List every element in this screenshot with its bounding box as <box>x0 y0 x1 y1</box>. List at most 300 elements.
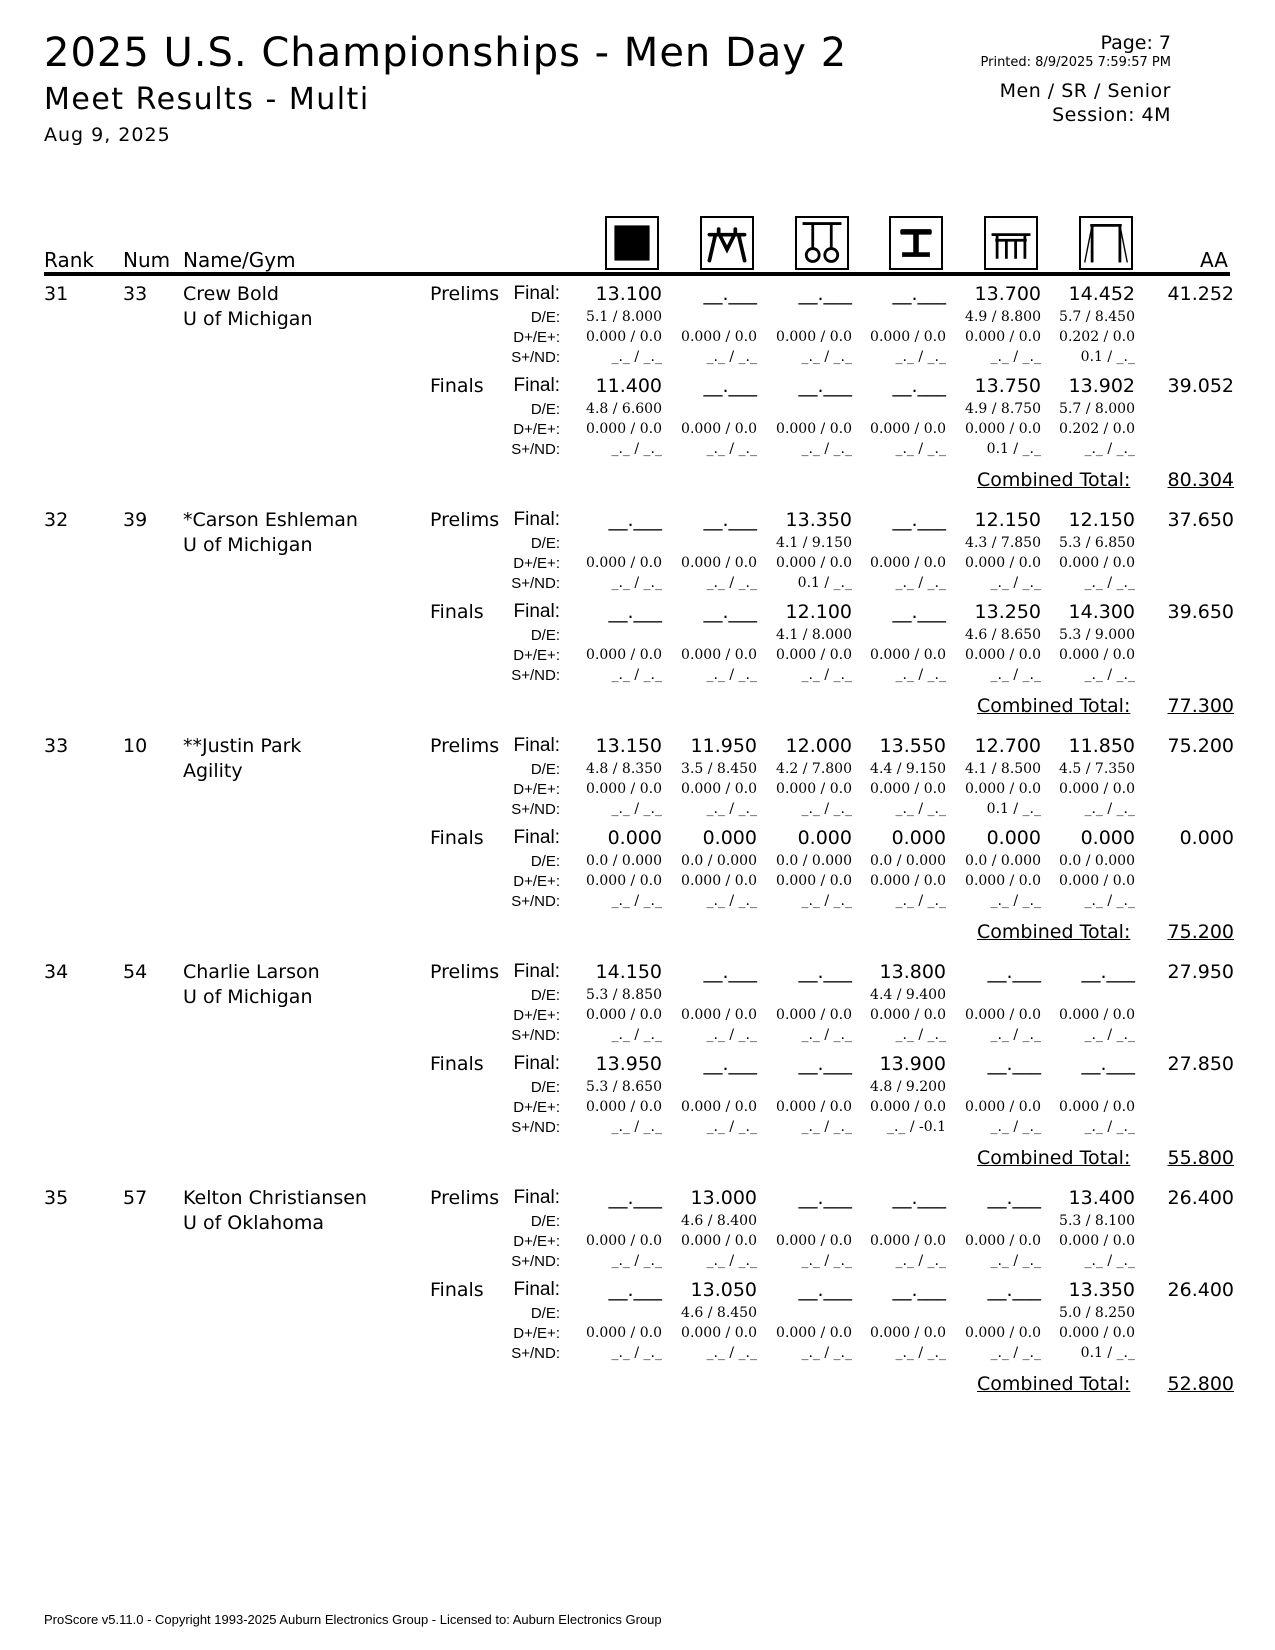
high-bar-icon <box>1079 216 1133 270</box>
final-score: 13.000 <box>690 1187 757 1209</box>
final-score: __.___ <box>892 375 946 397</box>
de-row-label: D/E: <box>530 535 560 552</box>
combined-total-label: Combined Total: <box>977 1373 1131 1395</box>
dpe-score: 0.000 / 0.0 <box>965 781 1041 797</box>
snd-row-label: S+/ND: <box>511 801 560 818</box>
de-row-label: D/E: <box>530 309 560 326</box>
snd-row-label: S+/ND: <box>511 441 560 458</box>
final-score: __.___ <box>798 375 852 397</box>
dpe-row-label: D+/E+: <box>513 329 560 346</box>
de-score: 3.5 / 8.450 <box>681 761 757 777</box>
final-score: 13.750 <box>974 375 1041 397</box>
snd-score: _._ / _._ <box>1084 1253 1135 1269</box>
athlete-name: *Carson Eshleman <box>183 509 358 531</box>
final-score: 13.902 <box>1068 375 1135 397</box>
dpe-score: 0.000 / 0.0 <box>586 1233 662 1249</box>
round-label: Finals <box>430 375 484 397</box>
snd-score: _._ / _._ <box>706 1345 757 1361</box>
snd-score: _._ / _._ <box>801 1027 852 1043</box>
snd-score: _._ / _._ <box>1084 441 1135 457</box>
de-score: 4.4 / 9.400 <box>870 987 946 1003</box>
athlete-block <box>0 509 1275 735</box>
dpe-score: 0.000 / 0.0 <box>870 781 946 797</box>
dpe-score: 0.000 / 0.0 <box>776 421 852 437</box>
snd-score: 0.1 / _._ <box>986 801 1041 817</box>
snd-score: _._ / _._ <box>801 1345 852 1361</box>
final-row-label: Final: <box>513 283 560 304</box>
athlete-block <box>0 1187 1275 1413</box>
athlete-rank: 32 <box>44 509 69 531</box>
athlete-rank: 34 <box>44 961 69 983</box>
de-score: 5.3 / 8.100 <box>1059 1213 1135 1229</box>
dpe-score: 0.000 / 0.0 <box>681 781 757 797</box>
snd-score: _._ / _._ <box>801 893 852 909</box>
dpe-score: 0.000 / 0.0 <box>870 421 946 437</box>
division-label: Men / SR / Senior <box>999 80 1171 102</box>
dpe-score: 0.000 / 0.0 <box>965 1233 1041 1249</box>
final-score: __.___ <box>608 1279 662 1301</box>
final-score: __.___ <box>987 1187 1041 1209</box>
snd-score: _._ / _._ <box>611 1027 662 1043</box>
final-score: 0.000 <box>797 827 852 849</box>
dpe-row-label: D+/E+: <box>513 1007 560 1024</box>
combined-total-label: Combined Total: <box>977 1147 1131 1169</box>
snd-score: _._ / _._ <box>990 1027 1041 1043</box>
athlete-number: 33 <box>123 283 148 305</box>
dpe-score: 0.000 / 0.0 <box>965 647 1041 663</box>
round-prelims <box>0 961 1275 1053</box>
snd-score: _._ / _._ <box>611 441 662 457</box>
dpe-score: 0.000 / 0.0 <box>586 1325 662 1341</box>
round-label: Finals <box>430 827 484 849</box>
de-score: 5.3 / 8.650 <box>586 1079 662 1095</box>
snd-score: _._ / _._ <box>895 801 946 817</box>
snd-score: _._ / _._ <box>706 893 757 909</box>
snd-row-label: S+/ND: <box>511 1027 560 1044</box>
dpe-score: 0.000 / 0.0 <box>586 329 662 345</box>
dpe-score: 0.000 / 0.0 <box>870 647 946 663</box>
combined-total-label: Combined Total: <box>977 921 1131 943</box>
round-label: Prelims <box>430 735 500 757</box>
dpe-score: 0.000 / 0.0 <box>776 1007 852 1023</box>
de-score: 4.8 / 8.350 <box>586 761 662 777</box>
snd-score: _._ / _._ <box>990 575 1041 591</box>
de-score: 4.6 / 8.450 <box>681 1305 757 1321</box>
final-score: 11.850 <box>1068 735 1135 757</box>
athlete-block <box>0 283 1275 509</box>
final-score: 14.300 <box>1068 601 1135 623</box>
de-score: 4.8 / 9.200 <box>870 1079 946 1095</box>
snd-score: _._ / _._ <box>611 575 662 591</box>
dpe-score: 0.202 / 0.0 <box>1059 421 1135 437</box>
report-subtitle: Meet Results - Multi <box>44 82 370 117</box>
dpe-score: 0.000 / 0.0 <box>1059 1325 1135 1341</box>
dpe-score: 0.000 / 0.0 <box>1059 873 1135 889</box>
dpe-score: 0.000 / 0.0 <box>681 421 757 437</box>
athlete-rank: 35 <box>44 1187 69 1209</box>
de-score: 4.1 / 8.500 <box>965 761 1041 777</box>
final-score: 14.150 <box>595 961 662 983</box>
round-label: Prelims <box>430 961 500 983</box>
snd-score: _._ / _._ <box>611 1345 662 1361</box>
dpe-row-label: D+/E+: <box>513 421 560 438</box>
final-score: __.___ <box>987 1279 1041 1301</box>
column-header-aa: AA <box>1200 248 1228 272</box>
dpe-score: 0.000 / 0.0 <box>681 555 757 571</box>
final-row-label: Final: <box>513 509 560 530</box>
round-finals <box>0 827 1275 919</box>
round-prelims <box>0 1187 1275 1279</box>
dpe-score: 0.000 / 0.0 <box>870 1007 946 1023</box>
athlete-name: Crew Bold <box>183 283 279 305</box>
round-aa-total: 0.000 <box>1179 827 1234 849</box>
dpe-row-label: D+/E+: <box>513 873 560 890</box>
final-score: 12.000 <box>785 735 852 757</box>
column-header-name-gym: Name/Gym <box>183 248 296 272</box>
round-finals <box>0 375 1275 467</box>
dpe-score: 0.000 / 0.0 <box>681 1007 757 1023</box>
final-score: 13.100 <box>595 283 662 305</box>
snd-score: _._ / _._ <box>611 349 662 365</box>
pommel-horse-icon <box>700 216 754 270</box>
snd-score: _._ / _._ <box>990 1253 1041 1269</box>
meet-date: Aug 9, 2025 <box>44 124 171 146</box>
snd-score: 0.1 / _._ <box>1080 1345 1135 1361</box>
final-score: __.___ <box>798 1053 852 1075</box>
final-row-label: Final: <box>513 735 560 756</box>
final-row-label: Final: <box>513 1279 560 1300</box>
de-score: 4.9 / 8.750 <box>965 401 1041 417</box>
de-row-label: D/E: <box>530 987 560 1004</box>
snd-score: _._ / _._ <box>706 349 757 365</box>
final-score: 13.350 <box>785 509 852 531</box>
round-label: Prelims <box>430 1187 500 1209</box>
snd-score: _._ / _._ <box>801 801 852 817</box>
de-score: 4.5 / 7.350 <box>1059 761 1135 777</box>
athlete-rank: 31 <box>44 283 69 305</box>
snd-score: _._ / _._ <box>801 1119 852 1135</box>
snd-row-label: S+/ND: <box>511 575 560 592</box>
column-header-rank: Rank <box>44 248 94 272</box>
dpe-score: 0.000 / 0.0 <box>776 1099 852 1115</box>
dpe-score: 0.000 / 0.0 <box>586 781 662 797</box>
de-row-label: D/E: <box>530 401 560 418</box>
final-score: 0.000 <box>1080 827 1135 849</box>
final-score: __.___ <box>703 283 757 305</box>
final-score: __.___ <box>798 961 852 983</box>
header-rule <box>44 272 1230 276</box>
de-score: 0.0 / 0.000 <box>870 853 946 869</box>
dpe-score: 0.000 / 0.0 <box>776 555 852 571</box>
dpe-score: 0.000 / 0.0 <box>1059 555 1135 571</box>
snd-score: _._ / _._ <box>895 575 946 591</box>
athlete-name: Charlie Larson <box>183 961 320 983</box>
athlete-gym: U of Michigan <box>183 308 313 330</box>
rings-icon <box>795 216 849 270</box>
final-row-label: Final: <box>513 601 560 622</box>
final-score: 13.700 <box>974 283 1041 305</box>
round-aa-total: 75.200 <box>1167 735 1234 757</box>
final-score: __.___ <box>892 1187 946 1209</box>
dpe-score: 0.000 / 0.0 <box>776 873 852 889</box>
de-score: 0.0 / 0.000 <box>681 853 757 869</box>
dpe-score: 0.000 / 0.0 <box>776 329 852 345</box>
final-score: __.___ <box>798 1187 852 1209</box>
de-score: 0.0 / 0.000 <box>965 853 1041 869</box>
snd-score: _._ / _._ <box>990 349 1041 365</box>
snd-row-label: S+/ND: <box>511 1119 560 1136</box>
athlete-block <box>0 735 1275 961</box>
athlete-gym: U of Michigan <box>183 534 313 556</box>
final-score: 13.900 <box>879 1053 946 1075</box>
dpe-score: 0.000 / 0.0 <box>1059 1007 1135 1023</box>
round-aa-total: 27.950 <box>1167 961 1234 983</box>
dpe-score: 0.000 / 0.0 <box>681 1233 757 1249</box>
vault-icon <box>889 216 943 270</box>
final-score: 0.000 <box>986 827 1041 849</box>
final-score: 14.452 <box>1068 283 1135 305</box>
round-label: Finals <box>430 601 484 623</box>
dpe-row-label: D+/E+: <box>513 1099 560 1116</box>
final-score: __.___ <box>892 601 946 623</box>
snd-score: _._ / _._ <box>706 1027 757 1043</box>
dpe-row-label: D+/E+: <box>513 555 560 572</box>
combined-total-value: 55.800 <box>1167 1147 1234 1169</box>
dpe-row-label: D+/E+: <box>513 647 560 664</box>
de-score: 4.3 / 7.850 <box>965 535 1041 551</box>
de-score: 4.2 / 7.800 <box>776 761 852 777</box>
final-score: __.___ <box>703 375 757 397</box>
session-label: Session: 4M <box>1052 104 1171 126</box>
athlete-gym: U of Oklahoma <box>183 1212 324 1234</box>
de-score: 4.1 / 9.150 <box>776 535 852 551</box>
round-aa-total: 26.400 <box>1167 1187 1234 1209</box>
dpe-score: 0.000 / 0.0 <box>870 329 946 345</box>
snd-score: _._ / _._ <box>801 349 852 365</box>
snd-score: _._ / _._ <box>611 1253 662 1269</box>
snd-row-label: S+/ND: <box>511 1345 560 1362</box>
dpe-score: 0.000 / 0.0 <box>586 873 662 889</box>
dpe-score: 0.000 / 0.0 <box>681 329 757 345</box>
final-row-label: Final: <box>513 375 560 396</box>
snd-row-label: S+/ND: <box>511 667 560 684</box>
de-row-label: D/E: <box>530 627 560 644</box>
snd-score: _._ / _._ <box>611 667 662 683</box>
round-aa-total: 39.650 <box>1167 601 1234 623</box>
snd-score: 0.1 / _._ <box>1080 349 1135 365</box>
de-score: 5.3 / 9.000 <box>1059 627 1135 643</box>
dpe-score: 0.000 / 0.0 <box>1059 1099 1135 1115</box>
snd-score: _._ / _._ <box>895 1345 946 1361</box>
round-label: Finals <box>430 1053 484 1075</box>
dpe-score: 0.000 / 0.0 <box>586 1099 662 1115</box>
column-header-num: Num <box>123 248 171 272</box>
dpe-score: 0.000 / 0.0 <box>965 1007 1041 1023</box>
round-aa-total: 26.400 <box>1167 1279 1234 1301</box>
final-score: 12.150 <box>1068 509 1135 531</box>
snd-score: _._ / _._ <box>990 893 1041 909</box>
round-aa-total: 39.052 <box>1167 375 1234 397</box>
de-row-label: D/E: <box>530 1213 560 1230</box>
de-row-label: D/E: <box>530 853 560 870</box>
dpe-score: 0.000 / 0.0 <box>870 1233 946 1249</box>
footer-copyright: ProScore v5.11.0 - Copyright 1993-2025 Auburn Electronics Group - Licensed to: Auburn Electronics Group <box>44 1612 662 1627</box>
athlete-gym: Agility <box>183 760 243 782</box>
dpe-score: 0.000 / 0.0 <box>586 555 662 571</box>
final-score: 13.550 <box>879 735 946 757</box>
dpe-score: 0.000 / 0.0 <box>965 873 1041 889</box>
snd-score: _._ / _._ <box>990 1345 1041 1361</box>
snd-score: _._ / _._ <box>1084 893 1135 909</box>
de-score: 4.1 / 8.000 <box>776 627 852 643</box>
meet-title: 2025 U.S. Championships - Men Day 2 <box>44 30 848 76</box>
de-score: 5.1 / 8.000 <box>586 309 662 325</box>
round-prelims <box>0 735 1275 827</box>
de-score: 0.0 / 0.000 <box>1059 853 1135 869</box>
final-score: 13.950 <box>595 1053 662 1075</box>
snd-score: _._ / _._ <box>1084 667 1135 683</box>
round-aa-total: 27.850 <box>1167 1053 1234 1075</box>
snd-score: _._ / _._ <box>706 1119 757 1135</box>
dpe-score: 0.000 / 0.0 <box>586 421 662 437</box>
snd-score: 0.1 / _._ <box>797 575 852 591</box>
final-row-label: Final: <box>513 1187 560 1208</box>
dpe-score: 0.000 / 0.0 <box>681 873 757 889</box>
final-score: 0.000 <box>702 827 757 849</box>
snd-score: _._ / _._ <box>1084 1119 1135 1135</box>
snd-score: _._ / _._ <box>801 441 852 457</box>
snd-score: _._ / _._ <box>1084 1027 1135 1043</box>
dpe-score: 0.000 / 0.0 <box>965 329 1041 345</box>
de-score: 4.8 / 6.600 <box>586 401 662 417</box>
final-score: 0.000 <box>891 827 946 849</box>
final-score: 13.350 <box>1068 1279 1135 1301</box>
final-score: __.___ <box>703 509 757 531</box>
final-score: 13.050 <box>690 1279 757 1301</box>
final-score: 12.150 <box>974 509 1041 531</box>
round-prelims <box>0 509 1275 601</box>
de-score: 4.4 / 9.150 <box>870 761 946 777</box>
snd-score: _._ / _._ <box>611 893 662 909</box>
snd-score: _._ / -0.1 <box>886 1119 946 1135</box>
snd-score: _._ / _._ <box>801 1253 852 1269</box>
round-label: Prelims <box>430 283 500 305</box>
final-score: __.___ <box>703 601 757 623</box>
dpe-score: 0.202 / 0.0 <box>1059 329 1135 345</box>
final-score: 13.250 <box>974 601 1041 623</box>
round-finals <box>0 1279 1275 1371</box>
round-label: Finals <box>430 1279 484 1301</box>
final-score: 11.400 <box>595 375 662 397</box>
floor-icon <box>605 216 659 270</box>
snd-score: _._ / _._ <box>611 801 662 817</box>
snd-row-label: S+/ND: <box>511 893 560 910</box>
athlete-number: 39 <box>123 509 148 531</box>
snd-score: 0.1 / _._ <box>986 441 1041 457</box>
dpe-score: 0.000 / 0.0 <box>681 1325 757 1341</box>
final-score: 13.400 <box>1068 1187 1135 1209</box>
dpe-row-label: D+/E+: <box>513 1325 560 1342</box>
combined-total-label: Combined Total: <box>977 695 1131 717</box>
de-row-label: D/E: <box>530 1305 560 1322</box>
snd-score: _._ / _._ <box>990 667 1041 683</box>
snd-score: _._ / _._ <box>706 575 757 591</box>
athlete-gym: U of Michigan <box>183 986 313 1008</box>
final-score: __.___ <box>892 509 946 531</box>
dpe-score: 0.000 / 0.0 <box>776 647 852 663</box>
combined-total-value: 52.800 <box>1167 1373 1234 1395</box>
combined-total-value: 77.300 <box>1167 695 1234 717</box>
snd-score: _._ / _._ <box>895 893 946 909</box>
de-score: 5.7 / 8.000 <box>1059 401 1135 417</box>
dpe-score: 0.000 / 0.0 <box>776 1325 852 1341</box>
combined-total-value: 75.200 <box>1167 921 1234 943</box>
dpe-score: 0.000 / 0.0 <box>586 1007 662 1023</box>
dpe-score: 0.000 / 0.0 <box>870 1325 946 1341</box>
round-finals <box>0 601 1275 693</box>
dpe-score: 0.000 / 0.0 <box>681 1099 757 1115</box>
final-score: 13.150 <box>595 735 662 757</box>
final-score: __.___ <box>703 961 757 983</box>
final-score: __.___ <box>703 1053 757 1075</box>
final-score: 0.000 <box>607 827 662 849</box>
snd-score: _._ / _._ <box>801 667 852 683</box>
final-row-label: Final: <box>513 1053 560 1074</box>
snd-score: _._ / _._ <box>706 667 757 683</box>
dpe-score: 0.000 / 0.0 <box>1059 1233 1135 1249</box>
de-score: 0.0 / 0.000 <box>586 853 662 869</box>
dpe-score: 0.000 / 0.0 <box>681 647 757 663</box>
de-row-label: D/E: <box>530 1079 560 1096</box>
snd-score: _._ / _._ <box>706 441 757 457</box>
round-aa-total: 41.252 <box>1167 283 1234 305</box>
athlete-number: 57 <box>123 1187 148 1209</box>
final-score: __.___ <box>608 601 662 623</box>
final-score: __.___ <box>892 283 946 305</box>
combined-total-value: 80.304 <box>1167 469 1234 491</box>
final-row-label: Final: <box>513 827 560 848</box>
final-score: __.___ <box>987 961 1041 983</box>
dpe-score: 0.000 / 0.0 <box>965 421 1041 437</box>
dpe-score: 0.000 / 0.0 <box>870 1099 946 1115</box>
snd-row-label: S+/ND: <box>511 349 560 366</box>
final-score: __.___ <box>798 1279 852 1301</box>
athlete-number: 54 <box>123 961 148 983</box>
final-score: 12.700 <box>974 735 1041 757</box>
de-row-label: D/E: <box>530 761 560 778</box>
de-score: 5.3 / 6.850 <box>1059 535 1135 551</box>
de-score: 5.0 / 8.250 <box>1059 1305 1135 1321</box>
final-score: __.___ <box>892 1279 946 1301</box>
dpe-score: 0.000 / 0.0 <box>870 873 946 889</box>
dpe-row-label: D+/E+: <box>513 781 560 798</box>
athlete-name: **Justin Park <box>183 735 302 757</box>
printed-timestamp: Printed: 8/9/2025 7:59:57 PM <box>980 55 1171 70</box>
snd-score: _._ / _._ <box>706 801 757 817</box>
final-row-label: Final: <box>513 961 560 982</box>
snd-score: _._ / _._ <box>895 1253 946 1269</box>
snd-score: _._ / _._ <box>895 667 946 683</box>
de-score: 4.9 / 8.800 <box>965 309 1041 325</box>
round-aa-total: 37.650 <box>1167 509 1234 531</box>
final-score: 12.100 <box>785 601 852 623</box>
round-label: Prelims <box>430 509 500 531</box>
dpe-score: 0.000 / 0.0 <box>965 1099 1041 1115</box>
dpe-score: 0.000 / 0.0 <box>1059 781 1135 797</box>
final-score: __.___ <box>1081 1053 1135 1075</box>
de-score: 4.6 / 8.400 <box>681 1213 757 1229</box>
de-score: 4.6 / 8.650 <box>965 627 1041 643</box>
